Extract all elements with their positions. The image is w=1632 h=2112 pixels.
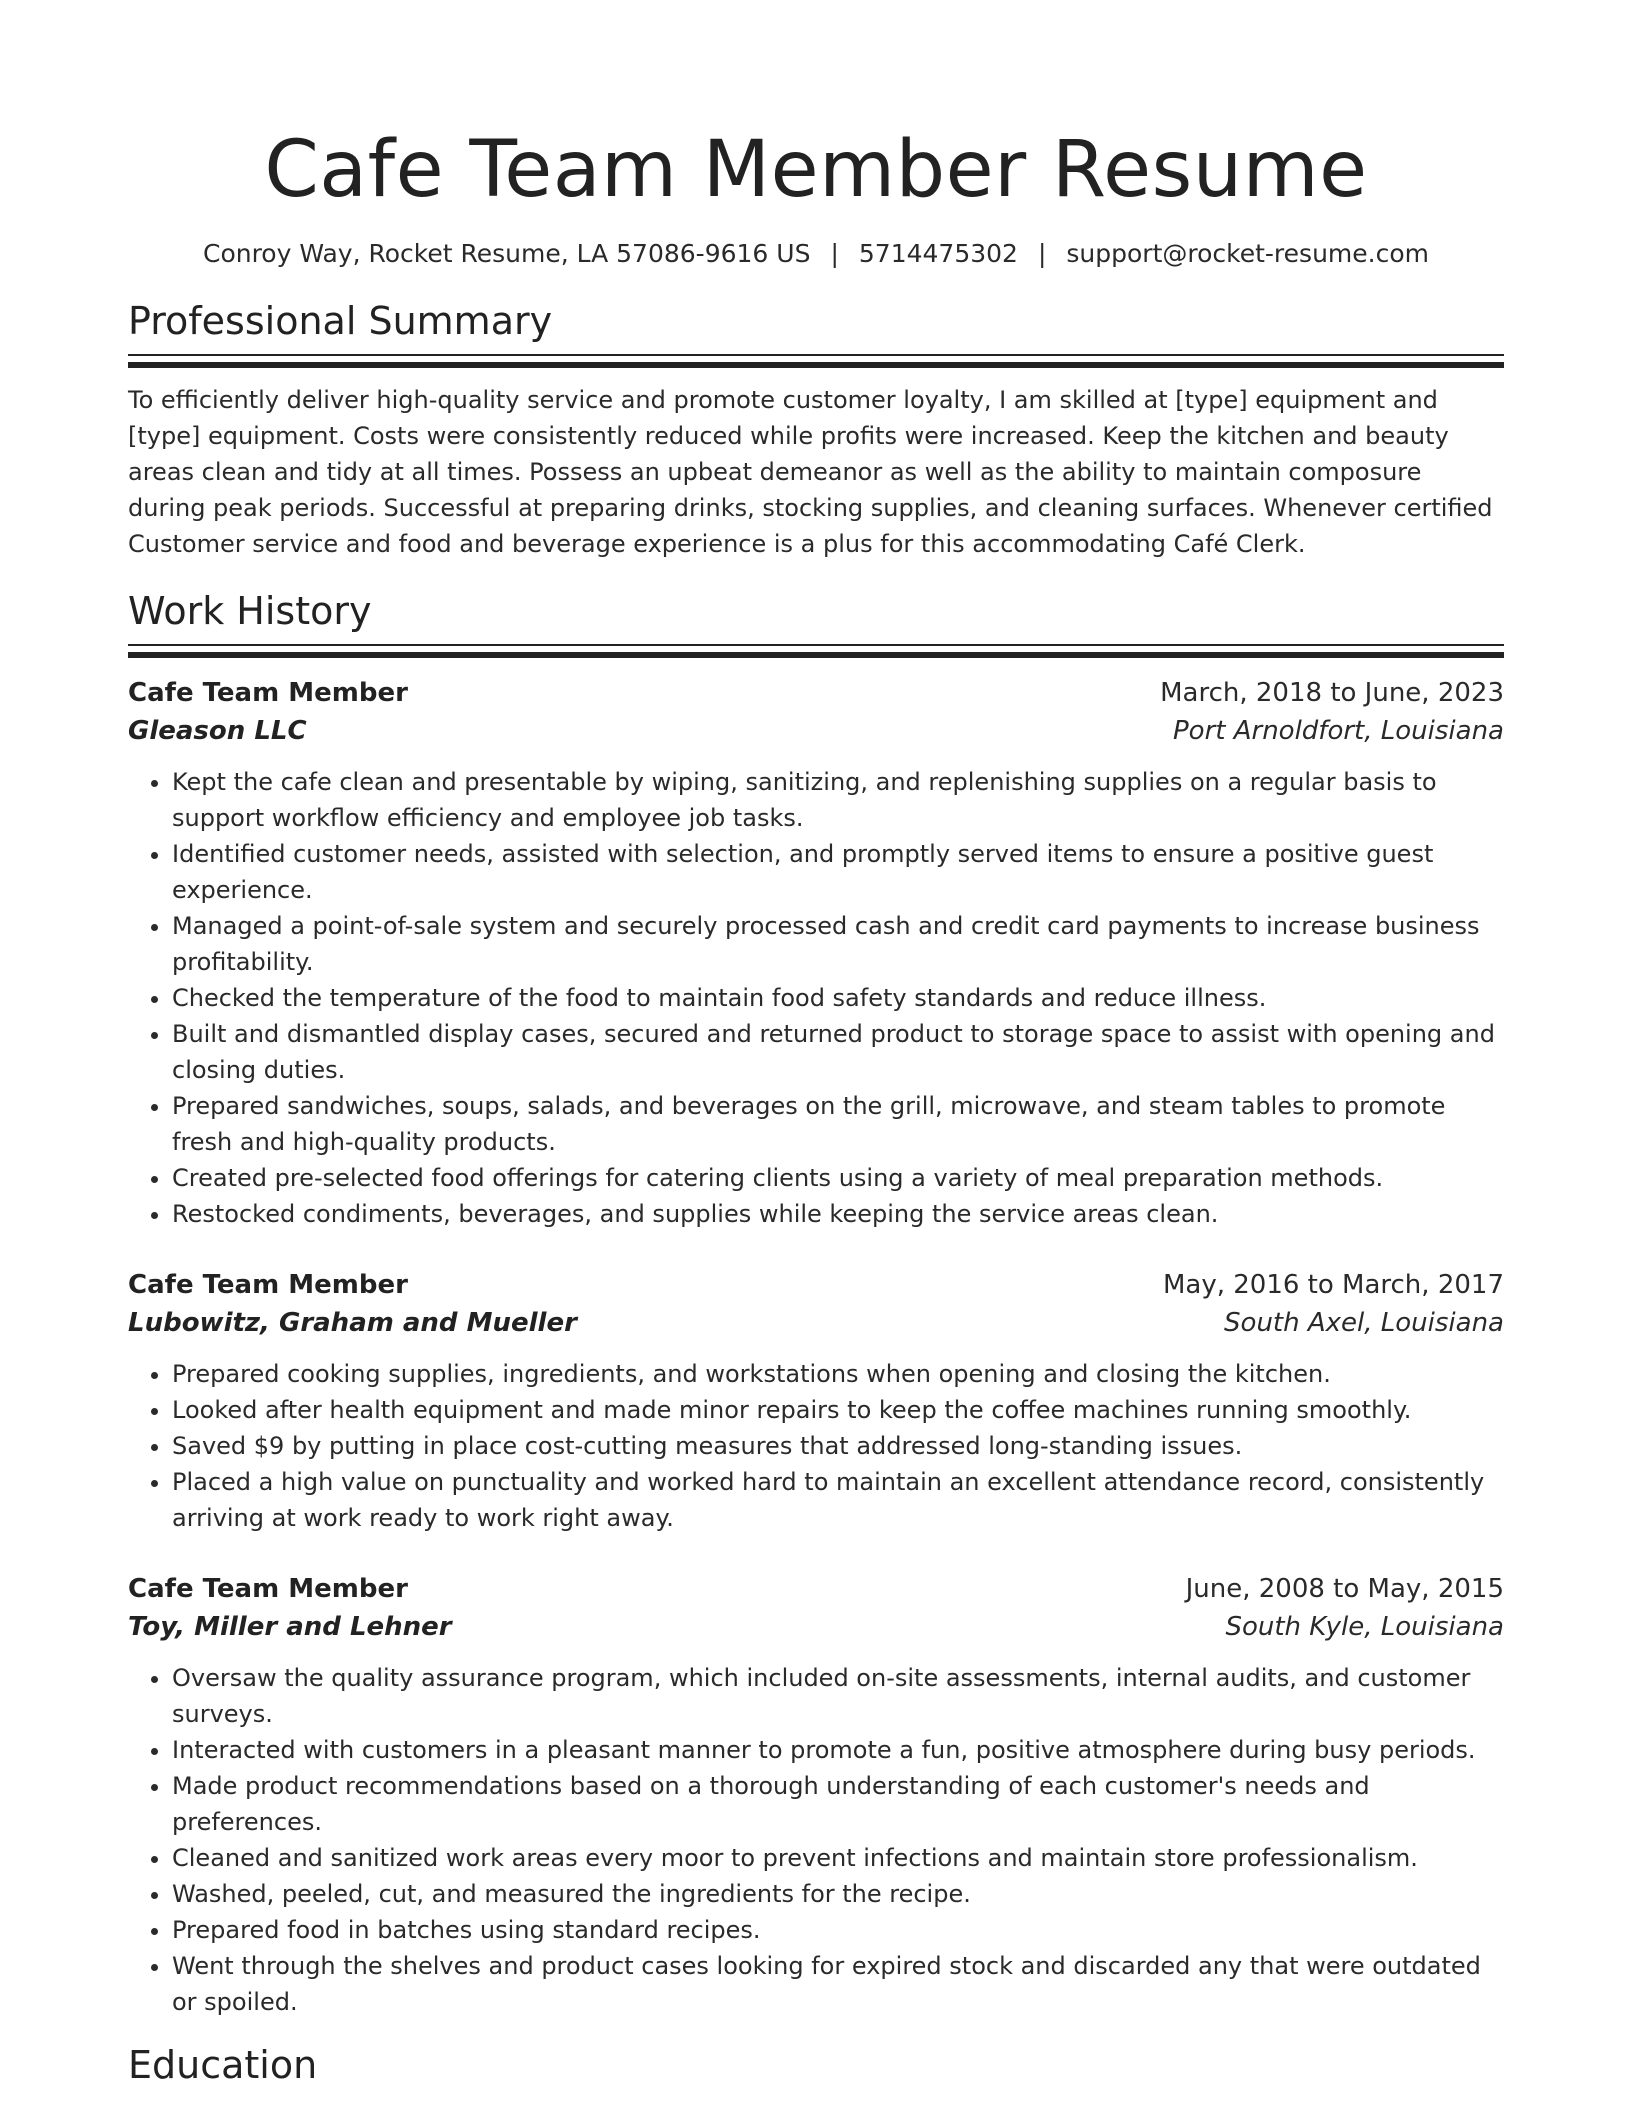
contact-separator: | bbox=[1037, 239, 1047, 268]
contact-phone: 5714475302 bbox=[858, 239, 1018, 268]
contact-line bbox=[128, 238, 1504, 270]
job-entry bbox=[128, 674, 1504, 1232]
list-item: • Kept the cafe clean and presentable by wiping, sanitizing, and replenishing supplies on a regular basis to support workflow efficiency and employee job tasks. bbox=[172, 764, 1504, 836]
job-location: South Axel, Louisiana bbox=[1224, 1308, 1504, 1338]
job-header-row bbox=[128, 1266, 1504, 1304]
list-item: • Restocked condiments, beverages, and supplies while keeping the service areas clean. bbox=[172, 1196, 1504, 1232]
job-entry bbox=[128, 1570, 1504, 2020]
list-item: • Looked after health equipment and made minor repairs to keep the coffee machines running smoothly. bbox=[172, 1392, 1504, 1428]
job-company-row bbox=[128, 1304, 1504, 1342]
section-divider bbox=[128, 644, 1504, 658]
list-item: • Went through the shelves and product cases looking for expired stock and discarded any that were outdated or spoiled. bbox=[172, 1948, 1504, 2020]
job-company: Lubowitz, Graham and Mueller bbox=[128, 1308, 577, 1338]
list-item: • Made product recommendations based on a thorough understanding of each customer's needs and preferences. bbox=[172, 1768, 1504, 1840]
job-title: Cafe Team Member bbox=[128, 678, 408, 708]
list-item: • Cleaned and sanitized work areas every moor to prevent infections and maintain store professionalism. bbox=[172, 1840, 1504, 1876]
job-company-row bbox=[128, 712, 1504, 750]
work-history-section bbox=[128, 588, 1504, 2020]
job-company: Gleason LLC bbox=[128, 716, 307, 746]
job-dates: June, 2008 to May, 2015 bbox=[1185, 1574, 1504, 1604]
list-item: • Interacted with customers in a pleasant manner to promote a fun, positive atmosphere during busy periods. bbox=[172, 1732, 1504, 1768]
job-entry bbox=[128, 1266, 1504, 1536]
section-divider bbox=[128, 354, 1504, 368]
job-duties-list bbox=[128, 1660, 1504, 2020]
job-header-row bbox=[128, 674, 1504, 712]
list-item: • Prepared sandwiches, soups, salads, and beverages on the grill, microwave, and steam tables to promote fresh and high-quality products. bbox=[172, 1088, 1504, 1160]
job-company-row bbox=[128, 1608, 1504, 1646]
list-item: • Prepared food in batches using standard recipes. bbox=[172, 1912, 1504, 1948]
job-location: Port Arnoldfort, Louisiana bbox=[1172, 716, 1504, 746]
list-item: • Oversaw the quality assurance program, which included on-site assessments, internal audits, and customer surveys. bbox=[172, 1660, 1504, 1732]
job-dates: May, 2016 to March, 2017 bbox=[1162, 1270, 1504, 1300]
contact-separator: | bbox=[830, 239, 839, 268]
list-item: • Checked the temperature of the food to maintain food safety standards and reduce illness. bbox=[172, 980, 1504, 1016]
job-title: Cafe Team Member bbox=[128, 1270, 408, 1300]
contact-email: support@rocket-resume.com bbox=[1066, 239, 1429, 268]
list-item: • Saved $9 by putting in place cost-cutting measures that addressed long-standing issues. bbox=[172, 1428, 1504, 1464]
list-item: • Washed, peeled, cut, and measured the ingredients for the recipe. bbox=[172, 1876, 1504, 1912]
job-header-row bbox=[128, 1570, 1504, 1608]
list-item: • Managed a point-of-sale system and securely processed cash and credit card payments to increase business profitability. bbox=[172, 908, 1504, 980]
education-section bbox=[128, 2042, 1504, 2088]
summary-text: To efficiently deliver high-quality service and promote customer loyalty, I am skilled at [type] equipment and [type] equipment. Costs were consistently reduced while profits were increased. Keep the kitchen and beauty areas clean and tidy at all times. Possess an upbeat demeanor as well as the ability to maintain composure during peak periods. Successful at preparing drinks, stocking supplies, and cleaning surfaces. Whenever certified Customer service and food and beverage experience is a plus for this accommodating Café Clerk. bbox=[128, 386, 1493, 558]
job-company: Toy, Miller and Lehner bbox=[128, 1612, 452, 1642]
summary-section bbox=[128, 298, 1504, 562]
work-history-heading: Work History bbox=[128, 589, 372, 633]
job-location: South Kyle, Louisiana bbox=[1225, 1612, 1504, 1642]
education-heading: Education bbox=[128, 2043, 318, 2087]
summary-heading: Professional Summary bbox=[128, 299, 553, 343]
job-duties-list bbox=[128, 764, 1504, 1232]
job-dates: March, 2018 to June, 2023 bbox=[1160, 678, 1504, 708]
job-title: Cafe Team Member bbox=[128, 1574, 408, 1604]
list-item: • Created pre-selected food offerings for catering clients using a variety of meal preparation methods. bbox=[172, 1160, 1504, 1196]
list-item: • Placed a high value on punctuality and worked hard to maintain an excellent attendance record, consistently arriving at work ready to work right away. bbox=[172, 1464, 1504, 1536]
list-item: • Built and dismantled display cases, secured and returned product to storage space to assist with opening and closing duties. bbox=[172, 1016, 1504, 1088]
job-duties-list bbox=[128, 1356, 1504, 1536]
list-item: • Identified customer needs, assisted with selection, and promptly served items to ensure a positive guest experience. bbox=[172, 836, 1504, 908]
resume-title: Cafe Team Member Resume bbox=[264, 125, 1368, 215]
list-item: • Prepared cooking supplies, ingredients, and workstations when opening and closing the kitchen. bbox=[172, 1356, 1504, 1392]
contact-address: Conroy Way, Rocket Resume, LA 57086-9616 US bbox=[202, 239, 811, 268]
